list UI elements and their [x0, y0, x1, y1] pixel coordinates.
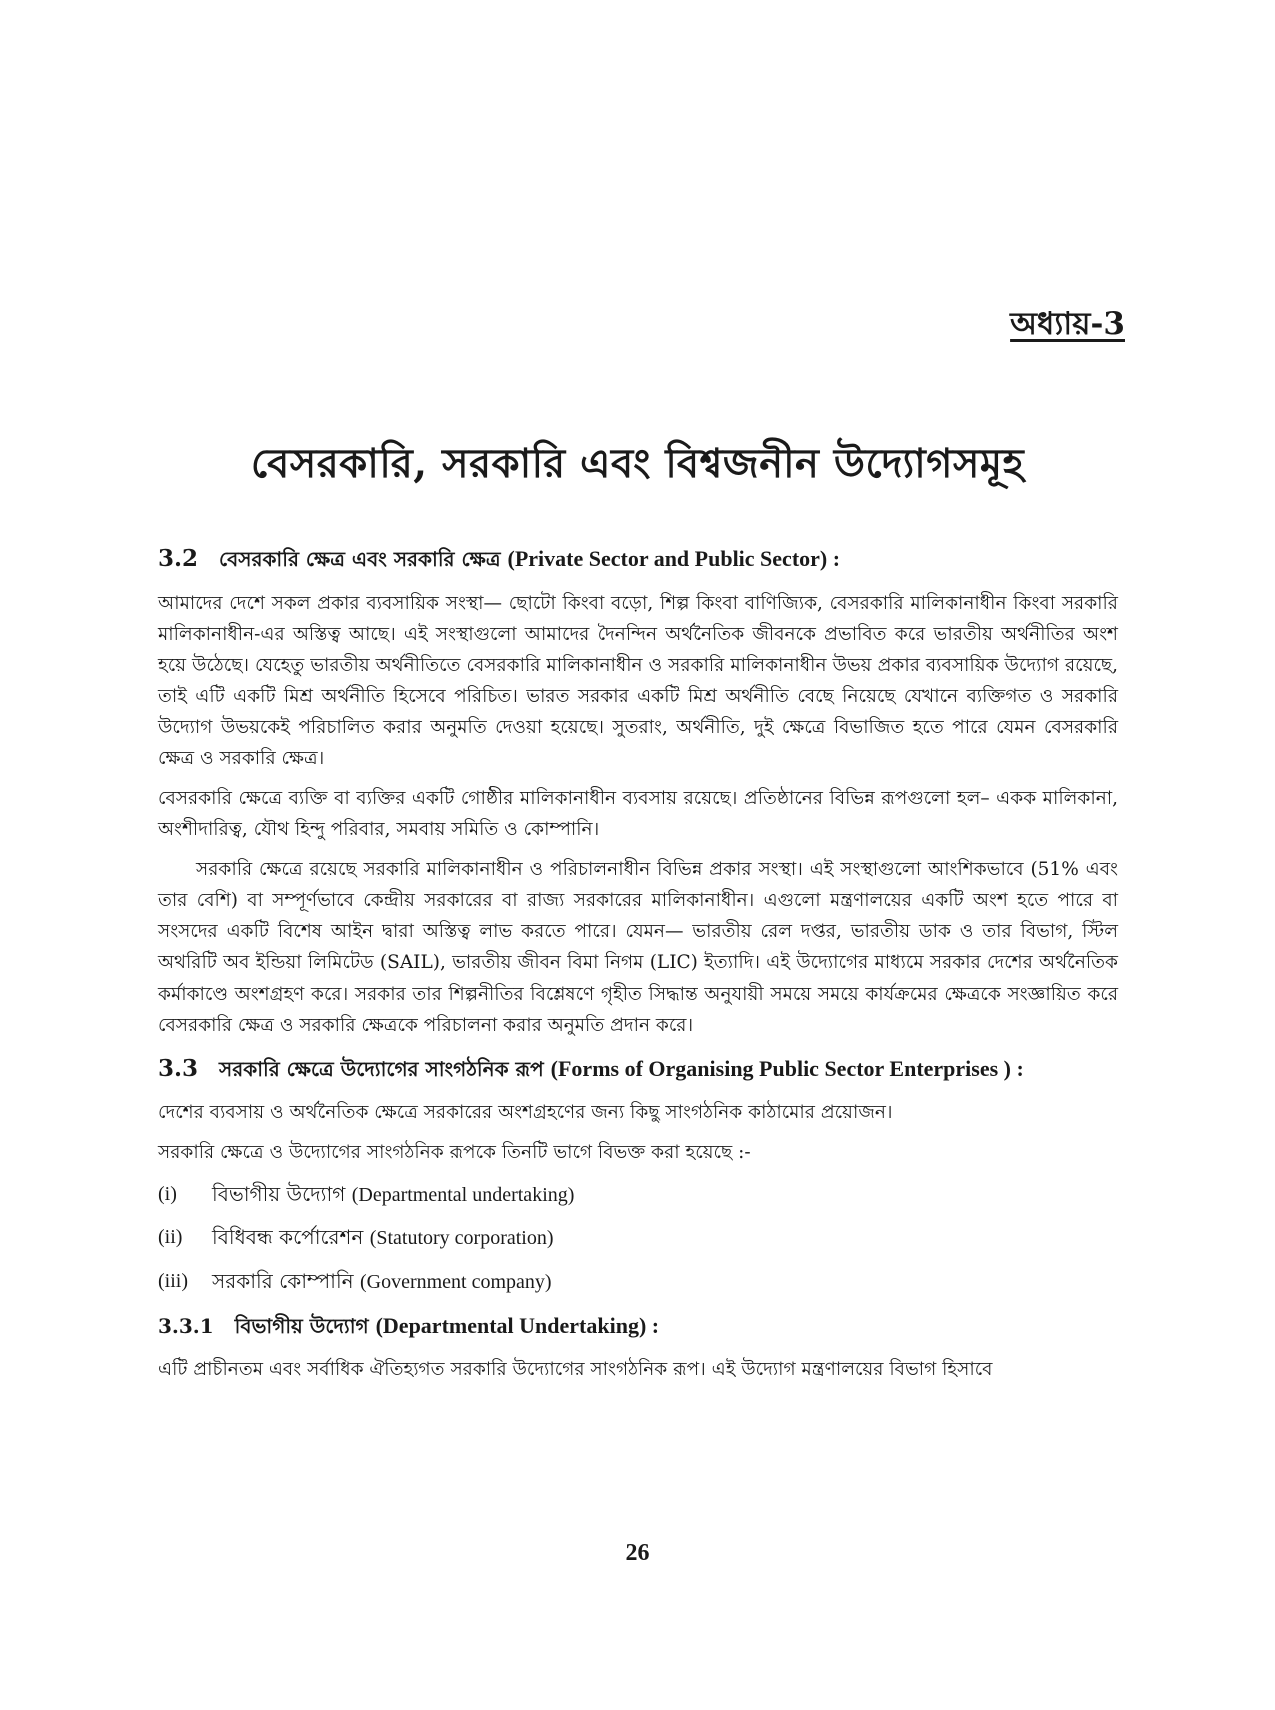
paragraph: আমাদের দেশে সকল প্রকার ব্যবসায়িক সংস্থা— ছোটো কিংবা বড়ো, শিল্প কিংবা বাণিজ্যিক, বেসরকারি মালিকানাধীন কিংবা সরকারি মালিকানাধীন-এর অস্তিত্ব আছে। এই সংস্থাগুলো আমাদের দৈনন্দিন অর্থনৈতিক জীবনকে প্রভাবিত করে ভারতীয় অর্থনীতির অংশ হয়ে উঠেছে। যেহেতু ভারতীয় অর্থনীতিতে বেসরকারি মালিকানাধীন ও সরকারি মালিকানাধীন উভয় প্রকার ব্যবসায়িক উদ্যোগ রয়েছে, তাই এটি একটি মিশ্র অর্থনীতি হিসেবে পরিচিত। ভারত সরকার একটি মিশ্র অর্থনীতি বেছে নিয়েছে যেখানে ব্যক্তিগত ও সরকারি উদ্যোগ উভয়কেই পরিচালিত করার অনুমতি দেওয়া হয়েছে। সুতরাং, অর্থনীতি, দুই ক্ষেত্রে বিভাজিত হতে পারে যেমন বেসরকারি ক্ষেত্র ও সরকারি ক্ষেত্র। [158, 592, 1118, 770]
section-title-en: (Departmental Undertaking) : [375, 1313, 660, 1339]
paragraph: সরকারি ক্ষেত্রে ও উদ্যোগের সাংগঠনিক রূপকে তিনটি ভাগে বিভক্ত করা হয়েছে :- [158, 1142, 751, 1164]
list-marker: (ii) [158, 1226, 183, 1249]
chapter-label: অধ্যায়-3 [1010, 306, 1125, 342]
section-title-bn: সরকারি ক্ষেত্রে উদ্যোগের সাংগঠনিক রূপ [218, 1056, 544, 1081]
section-title-en: (Private Sector and Public Sector) : [507, 546, 841, 571]
section-title-bn: বেসরকারি ক্ষেত্র এবং সরকারি ক্ষেত্র [218, 547, 501, 571]
section-number: 3.3.1 [158, 1314, 214, 1339]
forms-list [158, 1178, 1118, 1300]
list-marker: (iii) [158, 1269, 188, 1292]
list-item [158, 1265, 1118, 1300]
list-item [158, 1221, 1118, 1256]
list-item-en: (Departmental undertaking) [351, 1183, 575, 1206]
list-marker: (i) [158, 1182, 177, 1205]
list-item-en: (Government company) [359, 1270, 552, 1293]
page-number: 26 [625, 1540, 650, 1566]
chapter-title: বেসরকারি, সরকারি এবং বিশ্বজনীন উদ্যোগসমূহ [250, 440, 1025, 487]
section-3-3-heading [158, 1050, 1118, 1089]
paragraph: বেসরকারি ক্ষেত্রে ব্যক্তি বা ব্যক্তির একটি গোষ্ঠীর মালিকানাধীন ব্যবসায় রয়েছে। প্রতিষ্ঠানের বিভিন্ন রূপগুলো হল– একক মালিকানা, অংশীদারিত্ব, যৌথ হিন্দু পরিবার, সমবায় সমিতি ও কোম্পানি। [158, 788, 1118, 841]
paragraph: দেশের ব্যবসায় ও অর্থনৈতিক ক্ষেত্রে সরকারের অংশগ্রহণের জন্য কিছু সাংগঠনিক কাঠামোর প্রয়োজন। [158, 1102, 893, 1124]
section-title-bn: বিভাগীয় উদ্যোগ [234, 1314, 369, 1339]
section-3-3-1-heading [158, 1308, 1118, 1345]
section-title-en: (Forms of Organising Public Sector Enterprises ) : [550, 1055, 1024, 1081]
list-item-bn: বিভাগীয় উদ্যোগ [212, 1181, 346, 1206]
section-number: 3.2 [158, 545, 199, 572]
section-3-2-heading [158, 540, 1118, 579]
section-number: 3.3 [158, 1054, 199, 1082]
list-item-bn: সরকারি কোম্পানি [212, 1268, 354, 1293]
paragraph: সরকারি ক্ষেত্রে রয়েছে সরকারি মালিকানাধীন ও পরিচালনাধীন বিভিন্ন প্রকার সংস্থা। এই সংস্থাগুলো আংশিকভাবে (51% এবং তার বেশি) বা সম্পূর্ণভাবে কেন্দ্রীয় সরকারের বা রাজ্য সরকারের মালিকানাধীন। এগুলো মন্ত্রণালয়ের একটি অংশ হতে পারে বা সংসদের একটি বিশেষ আইন দ্বারা অস্তিত্ব লাভ করতে পারে। যেমন— ভারতীয় রেল দপ্তর, ভারতীয় ডাক ও তার বিভাগ, স্টিল অথরিটি অব ইন্ডিয়া লিমিটেড (SAIL), ভারতীয় জীবন বিমা নিগম (LIC) ইত্যাদি। এই উদ্যোগের মাধ্যমে সরকার দেশের অর্থনৈতিক কর্মাকাণ্ডে অংশগ্রহণ করে। সরকার তার শিল্পনীতির বিশ্লেষণে গৃহীত সিদ্ধান্ত অনুযায়ী সময়ে সময়ে কার্যক্রমের ক্ষেত্রকে সংজ্ঞায়িত করে বেসরকারি ক্ষেত্র ও সরকারি ক্ষেত্রকে পরিচালনা করার অনুমতি প্রদান করে। [158, 859, 1118, 1036]
list-item-bn: বিধিবন্ধ কর্পোরেশন [212, 1225, 364, 1250]
paragraph: এটি প্রাচীনতম এবং সর্বাধিক ঐতিহ্যগত সরকারি উদ্যোগের সাংগঠনিক রূপ। এই উদ্যোগ মন্ত্রণালয়ের বিভাগ হিসাবে [158, 1359, 993, 1381]
list-item [158, 1178, 1118, 1213]
page-content [158, 540, 1118, 1394]
list-item-en: (Statutory corporation) [369, 1227, 554, 1250]
